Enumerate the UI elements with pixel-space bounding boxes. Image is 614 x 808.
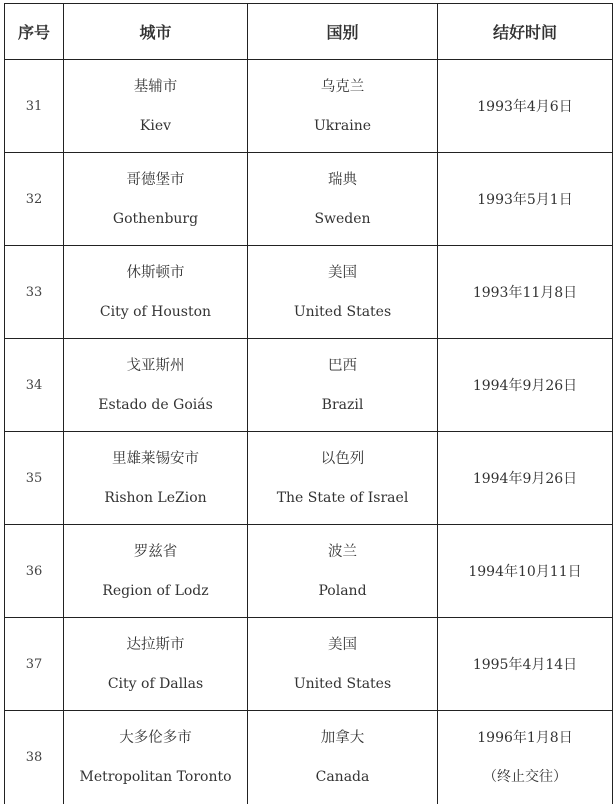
- city-name-en: City of Dallas: [107, 675, 204, 692]
- country-name-zh: 巴西: [328, 357, 357, 374]
- row-city: [64, 711, 248, 805]
- city-name-zh: 达拉斯市: [126, 636, 185, 653]
- row-date: 1994年10月11日: [438, 525, 613, 618]
- city-name-en: City of Houston: [99, 303, 212, 320]
- row-date: [438, 711, 613, 805]
- country-name-zh: 波兰: [328, 543, 357, 560]
- row-seq: 36: [5, 525, 64, 618]
- table-row: [5, 153, 613, 246]
- row-country: [248, 618, 438, 711]
- header-city: 城市: [64, 4, 248, 60]
- city-name-en: Gothenburg: [112, 210, 199, 227]
- country-name-en: Poland: [318, 582, 367, 599]
- row-country: [248, 525, 438, 618]
- row-city: [64, 60, 248, 153]
- country-name-en: Brazil: [321, 396, 364, 413]
- row-city: [64, 432, 248, 525]
- country-name-zh: 以色列: [320, 450, 365, 467]
- city-name-en: Kiev: [139, 117, 172, 134]
- row-city: [64, 153, 248, 246]
- table-row: [5, 711, 613, 805]
- row-seq: 33: [5, 246, 64, 339]
- table-row: [5, 618, 613, 711]
- row-country: [248, 339, 438, 432]
- row-country: [248, 246, 438, 339]
- row-seq: 38: [5, 711, 64, 805]
- city-name-zh: 休斯顿市: [126, 264, 185, 281]
- country-name-zh: 瑞典: [328, 171, 357, 188]
- row-seq: 34: [5, 339, 64, 432]
- city-name-zh: 戈亚斯州: [126, 357, 185, 374]
- country-name-zh: 加拿大: [320, 730, 365, 746]
- row-seq: 32: [5, 153, 64, 246]
- country-name-en: Sweden: [314, 210, 371, 227]
- country-name-en: United States: [293, 675, 392, 692]
- city-name-zh: 大多伦多市: [119, 730, 192, 746]
- city-name-zh: 罗兹省: [133, 543, 178, 560]
- city-name-en: Metropolitan Toronto: [79, 769, 232, 785]
- row-date: 1993年5月1日: [438, 153, 613, 246]
- row-city: [64, 339, 248, 432]
- row-date: 1993年4月6日: [438, 60, 613, 153]
- row-date-text: 1996年1月8日: [477, 730, 573, 746]
- row-date: 1995年4月14日: [438, 618, 613, 711]
- row-date: 1994年9月26日: [438, 339, 613, 432]
- city-name-zh: 里雄莱锡安市: [112, 450, 199, 467]
- row-city: [64, 525, 248, 618]
- country-name-zh: 美国: [328, 636, 357, 653]
- header-country: 国别: [248, 4, 438, 60]
- table-header-row: [5, 4, 613, 60]
- city-name-en: Rishon LeZion: [104, 489, 207, 506]
- table-row: [5, 339, 613, 432]
- city-name-zh: 哥德堡市: [126, 171, 185, 188]
- city-name-en: Estado de Goiás: [98, 396, 213, 413]
- country-name-zh: 美国: [328, 264, 357, 281]
- row-city: [64, 246, 248, 339]
- table-row: [5, 432, 613, 525]
- header-seq: 序号: [5, 4, 64, 60]
- country-name-en: Ukraine: [313, 117, 372, 134]
- country-name-en: Canada: [315, 769, 370, 785]
- country-name-zh: 乌克兰: [320, 78, 365, 95]
- row-seq: 37: [5, 618, 64, 711]
- city-name-en: Region of Lodz: [102, 582, 209, 599]
- row-city: [64, 618, 248, 711]
- sister-cities-table: [4, 3, 613, 804]
- row-country: [248, 711, 438, 805]
- header-date: 结好时间: [438, 4, 613, 60]
- row-date: 1994年9月26日: [438, 432, 613, 525]
- table-row: [5, 246, 613, 339]
- row-seq: 31: [5, 60, 64, 153]
- row-country: [248, 153, 438, 246]
- country-name-en: The State of Israel: [276, 489, 409, 506]
- row-date-note: （终止交往）: [483, 769, 567, 785]
- row-country: [248, 60, 438, 153]
- row-date: 1993年11月8日: [438, 246, 613, 339]
- row-country: [248, 432, 438, 525]
- table-row: [5, 60, 613, 153]
- table-row: [5, 525, 613, 618]
- city-name-zh: 基辅市: [133, 78, 178, 95]
- row-seq: 35: [5, 432, 64, 525]
- country-name-en: United States: [293, 303, 392, 320]
